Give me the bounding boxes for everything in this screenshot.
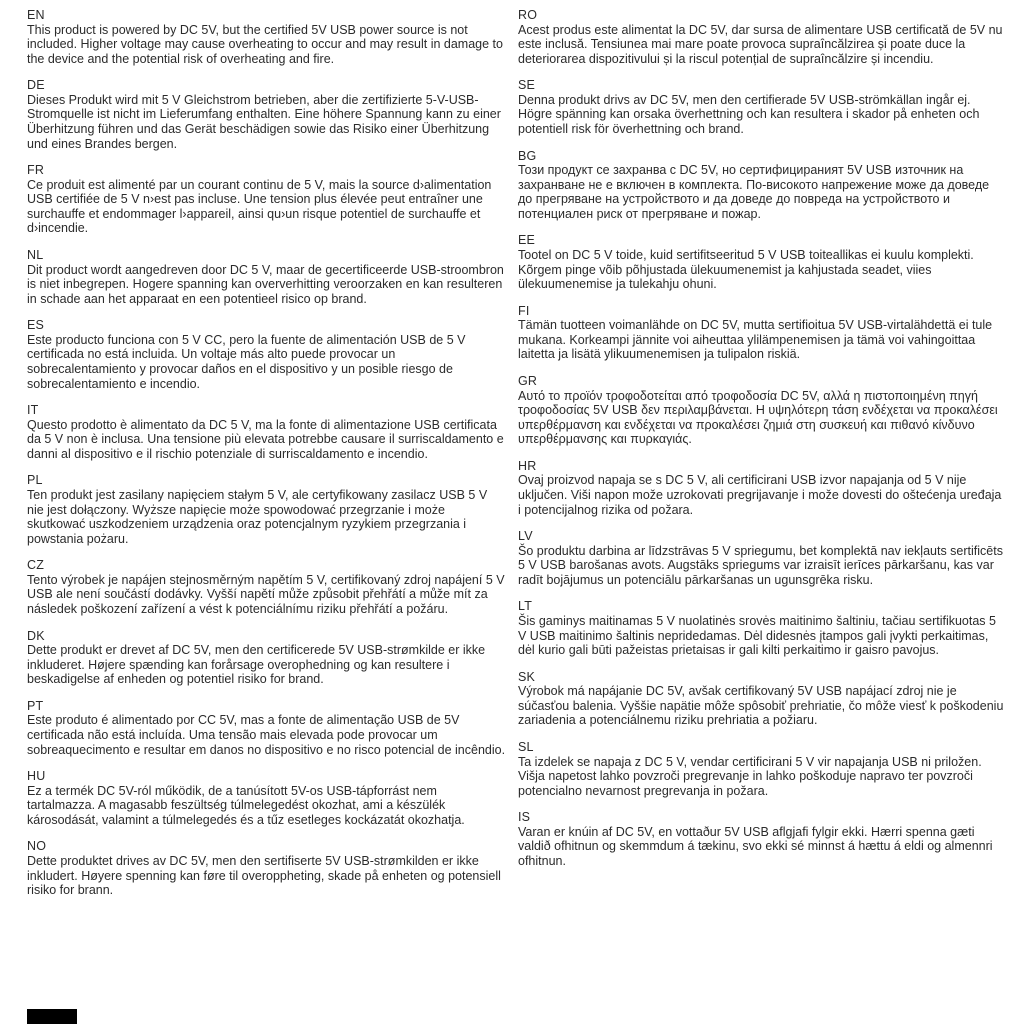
language-text: Denna produkt drivs av DC 5V, men den certifierade 5V USB-strömkällan ingår ej. Högre spänning kan orsaka överhettning och kan resultera i skador på enheten och potentiell risk för överhettning och brand. [518,92,980,136]
lang-section-pl [27,473,506,546]
lang-section-en [27,8,506,66]
lang-section-de [27,78,506,151]
lang-section-sk [518,670,1004,728]
language-code: DK [27,628,45,643]
language-code: SL [518,740,534,754]
language-code: IT [27,403,39,418]
language-text: Dette produkt er drevet af DC 5V, men den certificerede 5V USB-strømkilde er ikke inkluderet. Højere spænding kan forårsage overophedning og kan resultere i beskadigelse af enheden og potentiel risiko for brand. [27,643,486,687]
language-code: EE [518,233,536,248]
language-text: Ovaj proizvod napaja se s DC 5 V, ali certificirani USB izvor napajanja od 5 V nije uključen. Viši napon može uzrokovati pregrijavanje i može dovesti do oštećenja uređaja i potencijalnog rizika od požara. [518,473,1002,517]
language-code: IS [518,810,531,825]
lang-section-pt [27,699,506,757]
lang-section-hu [27,769,506,827]
language-code: PT [27,698,44,713]
language-text: Αυτό το προϊόν τροφοδοτείται από τροφοδοσία DC 5V, αλλά η πιστοποιημένη πηγή τροφοδοσίας 5V USB δεν περιλαμβάνεται. Η υψηλότερη τάση ενδέχεται να προκαλέσει υπερθέρμανση και ενδέχεται να προκαλέσει ζημιά στη συσκευή και πιθανό κίνδυνο υπερθέρμανσης και πυρκαγιάς. [518,388,998,447]
language-code: SK [518,669,536,684]
language-code: ES [27,318,45,333]
lang-section-ro [518,8,1004,66]
language-text: Este producto funciona con 5 V CC, pero la fuente de alimentación USB de 5 V certificada no está incluida. Un voltaje más alto puede provocar un sobrecalentamiento y provocar daños en el dispositivo y un posible riesgo de sobrecalentamiento e incendio. [27,332,466,391]
language-code: RO [518,8,538,22]
language-code: NL [27,248,44,263]
language-code: LT [518,599,533,614]
language-text: Dieses Produkt wird mit 5 V Gleichstrom betrieben, aber die zertifizierte 5-V-USB-Stromquelle ist nicht im Lieferumfang enthalten. Eine höhere Spannung kann zu einer Überhitzung führen und das Gerät beschädigen sowie das Risiko einer Überhitzung und eines Brandes bergen. [27,92,501,151]
language-text: Ten produkt jest zasilany napięciem stałym 5 V, ale certyfikowany zasilacz USB 5 V nie jest dołączony. Wyższe napięcie może spowodować przegrzanie i może skutkować uszkodzeniem urządzenia oraz potencjalnym ryzykiem przegrzania i powstania pożaru. [27,487,488,546]
language-text: Tento výrobek je napájen stejnosměrným napětím 5 V, certifikovaný zdroj napájení 5 V USB ale není součástí dodávky. Vyšší napětí může způsobit přehřátí a může mít za následek poškození zařízení a vést k potenciálnímu riziku přehřátí a požáru. [27,572,505,617]
language-text: Tootel on DC 5 V toide, kuid sertifitseeritud 5 V USB toiteallikas ei kuulu komplekti. Kõrgem pinge võib põhjustada ülekuumenemist ja kahjustada seadet, viies ülekuumenemise ja tulekahju ohuni. [518,247,974,292]
language-text: Výrobok má napájanie DC 5V, avšak certifikovaný 5V USB napájací zdroj nie je súčasťou balenia. Vyššie napätie môže spôsobiť prehriatie, čo môže viesť k poškodeniu zariadenia a potenciálnemu riziku prehriatia a požiaru. [518,684,1004,728]
language-text: Šis gaminys maitinamas 5 V nuolatinės srovės maitinimo šaltiniu, tačiau sertifikuotas 5 V USB maitinimo šaltinis nepridedamas. Dėl didesnės įtampos gali įvykti perkaitimas, dėl kurio gali būti pažeistas prietaisas ir gali kilti perkaitimo ir gaisro pavojus. [518,613,996,658]
language-text: Acest produs este alimentat la DC 5V, dar sursa de alimentare USB certificată de 5V nu este inclusă. Tensiunea mai mare poate provoca supraîncălzirea și poate duce la deteriorarea dispozitivului și la riscul potențial de supraîncălzire și incendiu. [518,22,1003,66]
lang-section-bg [518,149,1004,222]
language-text: Този продукт се захранва с DC 5V, но сертифицираният 5V USB източник на захранване не е включен в комплекта. По-високото напрежение може да доведе до прегряване на устройството и да доведе до повреда на устройството и потенциален риск от прегряване и пожар. [518,163,990,221]
language-text: Ez a termék DC 5V-ról működik, de a tanúsított 5V-os USB-tápforrást nem tartalmazza. A magasabb feszültség túlmelegedést okozhat, ami a készülék károsodását, valamint a túlmelegedés és a tűz esetleges kockázatát okozhatja. [27,783,465,827]
language-code: HU [27,769,46,784]
language-text: Ta izdelek se napaja z DC 5 V, vendar certificirani 5 V vir napajanja USB ni priložen. Višja napetost lahko povzroči pregrevanje in lahko poškoduje napravo ter povzroči potencialno nevarnost pregrevanja in požara. [518,754,982,798]
language-code: NO [27,839,47,854]
page-bottom-black-mark [27,1009,77,1024]
lang-section-sl [518,740,1004,798]
lang-section-se [518,78,1004,136]
language-text: Šo produktu darbina ar līdzstrāvas 5 V spriegumu, bet komplektā nav iekļauts sertificēts 5 V USB barošanas avots. Augstāks spriegums var izraisīt ierīces pārkaršanu, kas var radīt bojājumus un potenciālu pārkaršanas un ugunsgrēka risku. [518,543,1003,587]
right-column [518,8,1004,910]
lang-section-ee [518,233,1004,291]
language-code: FR [27,163,45,178]
lang-section-gr [518,374,1004,447]
lang-section-cz [27,558,506,616]
lang-section-no [27,839,506,897]
language-text: Dit product wordt aangedreven door DC 5 V, maar de gecertificeerde USB-stroombron is niet inbegrepen. Hogere spanning kan oververhitting veroorzaken en kan resulteren in schade aan het apparaat en een potentieel risico op brand. [27,262,504,306]
lang-section-es [27,318,506,391]
language-code: PL [27,473,43,488]
lang-section-lt [518,599,1004,657]
lang-section-nl [27,248,506,306]
language-code: DE [27,78,45,93]
lang-section-dk [27,629,506,687]
language-code: LV [518,529,533,544]
language-text: Ce produit est alimenté par un courant continu de 5 V, mais la source d›alimentation USB certifiée de 5 V n›est pas incluse. Une tension plus élevée peut entraîner une surchauffe et endommager l›appareil, ainsi qu›un risque potentiel de surchauffe et d›incendie. [27,177,492,236]
lang-section-lv [518,529,1004,587]
language-code: BG [518,148,537,163]
language-text: Este produto é alimentado por CC 5V, mas a fonte de alimentação USB de 5V certificada não está incluída. Uma tensão mais elevada pode provocar um sobreaquecimento e resultar em danos no dispositivo e no risco potencial de incêndio. [27,713,506,757]
language-code: FI [518,303,530,318]
lang-section-fi [518,304,1004,362]
language-text: This product is powered by DC 5V, but the certified 5V USB power source is not included. Higher voltage may cause overheating to occur and may result in damage to the device and the potential risk of overheating and fire. [27,22,503,66]
language-text: Dette produktet drives av DC 5V, men den sertifiserte 5V USB-strømkilden er ikke inkludert. Høyere spenning kan føre til overoppheting, skade på enheten og potensiell risiko for brann. [27,853,501,898]
lang-section-it [27,403,506,461]
language-text: Varan er knúin af DC 5V, en vottaður 5V USB aflgjafi fylgir ekki. Hærri spenna gæti valdið ofhitnun og skemmdum á tækinu, svo ekki sé minnst á hættu á eldi og almennri ofhitnun. [518,824,993,868]
language-code: HR [518,458,537,473]
language-code: CZ [27,558,45,573]
language-code: GR [518,374,538,388]
language-text: Tämän tuotteen voimanlähde on DC 5V, mutta sertifioitua 5V USB-virtalähdettä ei tule mukana. Korkeampi jännite voi aiheuttaa ylilämpenemisen ja tämä voi vahingoittaa laitetta ja lisätä ylikuumenemisen ja tulipalon riskiä. [518,318,993,362]
language-code: SE [518,78,536,93]
language-code: EN [27,8,45,22]
left-column [27,8,506,910]
lang-section-hr [518,459,1004,517]
lang-section-fr [27,163,506,236]
lang-section-is [518,810,1004,868]
language-text: Questo prodotto è alimentato da DC 5 V, ma la fonte di alimentazione USB certificata da 5 V non è inclusa. Una tensione più elevata potrebbe causare il surriscaldamento e danni al dispositivo e il rischio potenziale di surriscaldamento e incendio. [27,417,504,461]
